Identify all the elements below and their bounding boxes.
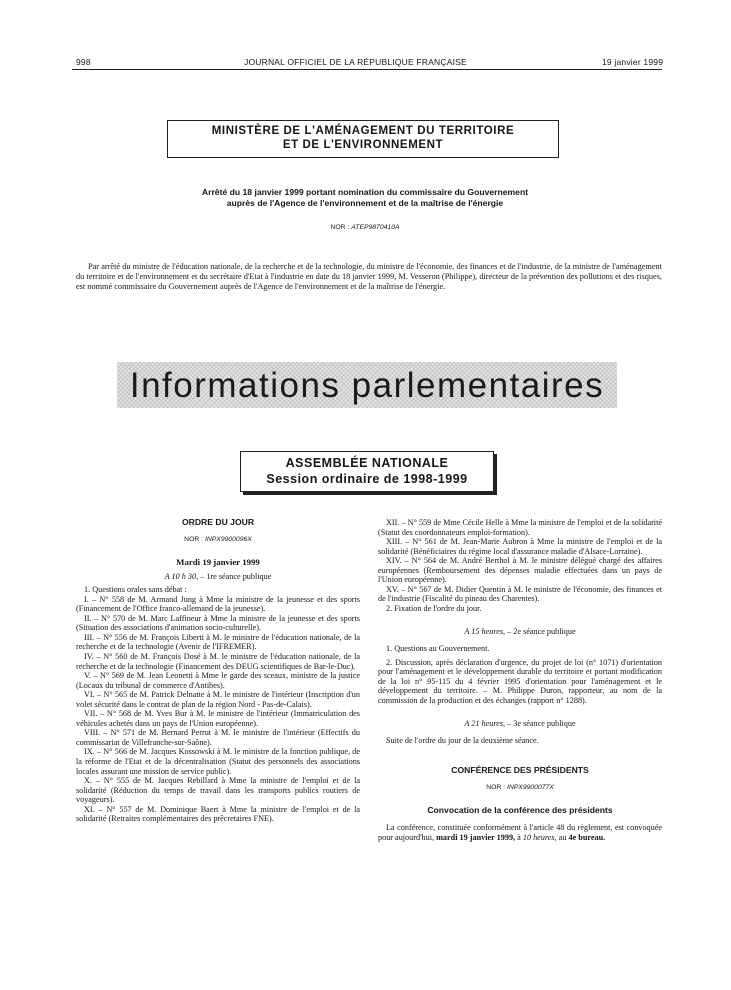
- ministry-line1: MINISTÈRE DE L'AMÉNAGEMENT DU TERRITOIRE: [211, 125, 515, 137]
- question-item: VIII. – N° 571 de M. Bernard Perrut à M. le ministre de l'intérieur (Effectifs du commissariat de Villefranche-sur-Saône).: [76, 728, 360, 747]
- seance3-text: Suite de l'ordre du jour de la deuxième séance.: [386, 735, 539, 745]
- arrete-nor-code: ATEP9870410A: [351, 224, 400, 231]
- question-item: X. – N° 555 de M. Jacques Rebillard à Mme la ministre de l'emploi et de la solidarité (Réduction du temps de travail dans les transports publics routiers de voyageurs).: [76, 776, 360, 805]
- convocation-time: 10 heures,: [522, 832, 557, 842]
- page-number: 998: [76, 57, 91, 67]
- left-nor-code: INPX9900096X: [204, 535, 252, 543]
- seance-date: Mardi 19 janvier 1999: [176, 557, 260, 568]
- conference-nor: [378, 783, 662, 793]
- journal-title: JOURNAL OFFICIEL DE LA RÉPUBLIQUE FRANÇAISE: [244, 57, 467, 67]
- seance2-heading: [378, 627, 662, 637]
- question-item: VII. – N° 568 de M. Yves Bur à M. le ministre de l'intérieur (Immatriculation des véhicules achetés dans un pays de l'Union européenne).: [76, 709, 360, 728]
- section-banner: [117, 362, 617, 408]
- assemblee-box: [240, 451, 494, 492]
- convocation-text: [378, 823, 662, 842]
- seance2-item1: 1. Questions au Gouvernement.: [386, 644, 490, 654]
- question-item: XII. – N° 559 de Mme Cécile Helle à Mme la ministre de l'emploi et de la solidarité (Statut des coordonnateurs emploi-formation).: [378, 518, 662, 537]
- arrete-nor: [120, 224, 610, 231]
- ministry-line2: ET DE L'ENVIRONNEMENT: [282, 139, 444, 151]
- question-item: VI. – N° 565 de M. Patrick Delnatte à M. le ministre de l'intérieur (Inscription d'un volet sécurité dans le contrat de plan de la région Nord - Pas-de-Calais).: [76, 690, 360, 709]
- arrete-body: Par arrêté du ministre de l'éducation nationale, de la recherche et de la technologie, du ministre de l'économie, des finances et de l'industrie, de la ministre de l'aménagement du territoire et de l'environnement et du secrétaire d'Etat à l'industrie en date du 18 janvier 1999, M. Vesseron (Philippe), directeur de la prévention des pollutions et des risques, est nommé commissaire du Gouvernement auprès de l'Agence de l'environnement et de la maîtrise de l'énergie.: [76, 262, 662, 292]
- conference-heading: CONFÉRENCE DES PRÉSIDENTS: [451, 765, 589, 776]
- arrete-title-line1: Arrêté du 18 janvier 1999 portant nomination du commissaire du Gouvernement: [201, 187, 529, 197]
- convocation-post: au: [558, 832, 567, 842]
- right-column: [378, 518, 662, 842]
- left-nor-label: NOR :: [184, 535, 204, 543]
- seance1-heading: [76, 572, 360, 582]
- questions-intro: 1. Questions orales sans débat :: [84, 585, 187, 595]
- ordre-du-jour-heading: ORDRE DU JOUR: [181, 517, 255, 527]
- question-item: V. – N° 569 de M. Jean Leonetti à Mme le garde des sceaux, ministre de la justice (Locaux du tribunal de commerce d'Antibes).: [76, 671, 360, 690]
- question-item: XIV. – N° 564 de M. André Berthol à M. le ministre délégué chargé des affaires européennes (Remboursement des dépenses maladie effectuées dans un pays de l'Union européenne).: [378, 556, 662, 585]
- assemblee-line1: ASSEMBLÉE NATIONALE: [285, 456, 449, 470]
- seance1-time: A 10 h 30,: [164, 571, 199, 581]
- left-nor: [76, 535, 360, 545]
- question-item: I. – N° 558 de M. Armand Jung à Mme la ministre de la jeunesse et des sports (Financement de l'Office franco-allemand de la jeunesse).: [76, 594, 360, 614]
- question-item: XI. – N° 557 de M. Dominique Baert à Mme la ministre de l'emploi et de la solidarité (Retraites complémentaires des prêcretaires FNE).: [76, 804, 360, 824]
- seance3-heading: [378, 719, 662, 729]
- seance2-time: A 15 heures,: [464, 627, 506, 637]
- header-rule: [72, 69, 662, 70]
- convocation-mid: à: [517, 832, 521, 842]
- banner-title: Informations parlementaires: [129, 366, 605, 405]
- conference-nor-label: NOR :: [486, 783, 506, 791]
- seance3-label: – 3e séance publique: [507, 719, 576, 729]
- assemblee-line2: Session ordinaire de 1998-1999: [266, 472, 468, 486]
- convocation-place: 4e bureau.: [568, 832, 606, 842]
- seance1-label: – 1re séance publique: [200, 571, 272, 581]
- question-item: II. – N° 570 de M. Marc Laffineur à Mme la ministre de la jeunesse et des sports (Situation des associations d'animation socio-culturelle).: [76, 613, 360, 633]
- arrete-title: [120, 187, 610, 209]
- question-item: IX. – N° 566 de M. Jacques Kossowski à M. le ministre de la fonction publique, de la réforme de l'Etat et de la décentralisation (Statut des personnels des associations locales assurant une mission de service public).: [76, 747, 360, 776]
- seance2-label: – 2e séance publique: [507, 627, 576, 637]
- convocation-date: mardi 19 janvier 1999,: [436, 832, 516, 842]
- left-column: [76, 518, 360, 824]
- question-item: IV. – N° 560 de M. François Dosé à M. le ministre de l'éducation nationale, de la recherche et de la technologie (Financement des DEUG scientifiques de Bar-le-Duc).: [76, 652, 360, 671]
- conference-nor-code: INPX9900077X: [506, 783, 554, 791]
- seance3-time: A 21 heures,: [464, 719, 506, 729]
- question-item: XV. – N° 567 de M. Didier Quentin à M. le ministre de l'économie, des finances et de l'industrie (Fiscalité du pineau des Charentes).: [378, 584, 662, 604]
- ministry-box: [167, 120, 559, 158]
- seance2-item2: 2. Discussion, après déclaration d'urgence, du projet de loi (n° 1071) d'orientation pour l'aménagement et le développement durable du territoire et portant modification de la loi n° 95-115 du 4 février 1995 d'orientation pour l'aménagement et le développement du territoire. – M. Philippe Duron, rapporteur, au nom de la commission de la production et des échanges (rapport n° 1288).: [378, 657, 662, 705]
- question-item: III. – N° 556 de M. François Liberti à M. le ministre de l'éducation nationale, de la recherche et de la technologie (Avenir de l'IFREMER).: [76, 632, 360, 652]
- convocation-heading: Convocation de la conférence des présidents: [427, 805, 613, 816]
- arrete-nor-label: NOR :: [330, 224, 350, 231]
- fixation-item: 2. Fixation de l'ordre du jour.: [386, 603, 482, 613]
- convocation-pre: La conférence, constituée conformément à l'article 48 du règlement, est convoquée pour aujourd'hui,: [378, 823, 662, 842]
- question-item: XIII. – N° 561 de M. Jean-Marie Aubron à Mme la ministre de l'emploi et de la solidarité (Bénéficiaires du régime local d'assurance maladie d'Alsace-Lorraine).: [378, 537, 662, 556]
- header-date: 19 janvier 1999: [602, 57, 664, 67]
- arrete-title-line2: auprès de l'Agence de l'environnement et de la maîtrise de l'énergie: [226, 198, 504, 208]
